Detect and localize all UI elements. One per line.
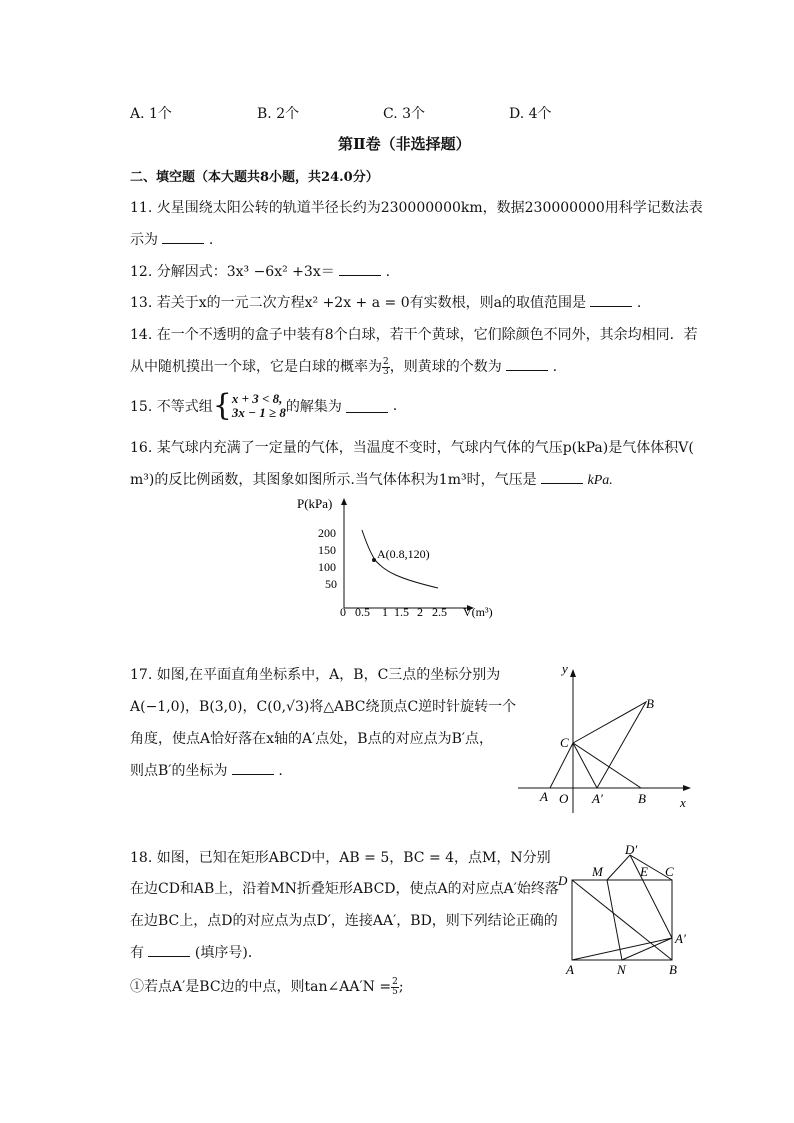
rotation-figure [510, 655, 700, 815]
part-title: 第Ⅱ卷（非选择题） [338, 135, 471, 153]
q18-line2: 在边CD和AB上，沿着MN折叠矩形ABCD，使点A的对应点A′始终落 [130, 881, 559, 897]
y-label: y [562, 661, 568, 676]
inequality-1: x + 3 < 8, [231, 391, 283, 406]
line-n-a2 [622, 938, 672, 960]
q16-line1: 16. 某气球内充满了一定量的气体，当温度不变时，气球内气体的气压p(kPa)是气体体积V( [130, 440, 694, 456]
label-m: M [592, 864, 603, 879]
rectangle-fold-figure [555, 845, 705, 980]
q17-line1: 17. 如图,在平面直角坐标系中，A，B，C三点的坐标分别为 [130, 667, 501, 683]
q15-period: . [392, 398, 398, 414]
q16-line2 [130, 469, 613, 489]
fraction-denominator: 5 [392, 986, 398, 997]
inequality-2: 3x − 1 ≥ 8 [231, 405, 286, 420]
q11-period: . [208, 232, 214, 248]
q16-line2-text: m³)的反比例函数，其图象如图所示.当气体体积为1m³时，气压是 [130, 472, 537, 488]
brace: { [212, 388, 232, 423]
q15-text: 15. 不等式组 [130, 399, 213, 415]
answer-blank [162, 231, 204, 244]
q15 [130, 388, 398, 423]
point-a-label: A(0.8,120) [377, 547, 430, 561]
q14-period: . [552, 359, 558, 375]
label-a: A [540, 789, 548, 804]
q13-text: 13. 若关于x的一元二次方程x² +2x + a = 0有实数根，则a的取值范围是 [130, 295, 586, 311]
q14-line2-mid: ，则黄球的个数为 [389, 359, 502, 375]
option-d: D. 4个 [509, 106, 552, 122]
option-a: A. 1个 [130, 106, 172, 122]
q18-item1 [130, 976, 404, 997]
answer-blank [506, 358, 548, 371]
y-tick-label: 200 [318, 526, 336, 540]
line-a-a2 [572, 938, 672, 960]
q11-line2-text: 示为 [130, 232, 158, 248]
label-a: A [566, 962, 574, 977]
q14-line2 [130, 356, 557, 377]
q12-text: 12. 分解因式：3x³ −6x² +3x＝ [130, 264, 335, 280]
q12-period: . [385, 264, 391, 280]
graph-x-label: V(m³) [463, 605, 493, 619]
label-a-prime: A′ [592, 791, 603, 806]
y-tick-label: 150 [318, 543, 336, 557]
q13 [130, 292, 641, 312]
q18-item1-end: ; [398, 979, 404, 995]
label-n: N [617, 962, 626, 977]
answer-blank [346, 400, 388, 413]
label-b: B [669, 962, 677, 977]
q18-line4-text: 有 [130, 945, 144, 961]
x-tick-label: 1 [382, 605, 388, 619]
option-c: C. 3个 [383, 106, 426, 122]
section-heading: 二、填空题（本大题共8小题，共24.0分） [130, 170, 379, 185]
answer-blank [148, 944, 190, 957]
x-tick-label: 0.5 [355, 605, 370, 619]
fraction-numerator: 2 [383, 356, 389, 367]
q13-period: . [636, 295, 642, 311]
x-tick-label: 2.5 [432, 605, 447, 619]
y-tick-label: 100 [318, 560, 336, 574]
label-d: D [558, 873, 568, 888]
q11-line2 [130, 229, 213, 249]
inequality-system [232, 392, 286, 420]
point-a [372, 558, 376, 562]
y-axis-arrow [341, 498, 347, 505]
x-tick-label: 2 [417, 605, 423, 619]
q18-item1-text: ①若点A′是BC边的中点，则tan∠AA′N = [130, 979, 392, 995]
label-o: O [559, 791, 569, 806]
q17-line4 [130, 760, 283, 780]
q17-period: . [278, 763, 283, 779]
q14-line1: 14. 在一个不透明的盒子中装有8个白球，若干个黄球，它们除颜色不同外，其余均相同．若 [130, 327, 698, 343]
label-b: B [638, 791, 646, 806]
graph-y-label: P(kPa) [297, 496, 333, 511]
x-tick-label: 1.5 [394, 605, 409, 619]
y-tick-label: 50 [325, 577, 337, 591]
fraction [382, 358, 390, 377]
answer-blank [232, 762, 274, 775]
label-d-prime: D′ [625, 845, 638, 857]
answer-blank [339, 263, 381, 276]
label-c: C [560, 735, 569, 750]
q18-line3: 在边BC上，点D的对应点为点D′，连接AA′，BD，则下列结论正确的 [130, 913, 558, 929]
label-b-prime: B [646, 696, 654, 711]
x-axis-arrow [683, 785, 691, 791]
label-c: C [665, 864, 674, 879]
q15-mid: 的解集为 [285, 399, 342, 415]
x-label: x [680, 795, 686, 810]
q16-unit: kPa. [587, 473, 613, 488]
triangle-a2-b2 [573, 702, 646, 788]
answer-blank [541, 471, 583, 484]
fraction [391, 978, 399, 997]
q14-line2-text: 从中随机摸出一个球，它是白球的概率为 [130, 359, 382, 375]
q18-line4-post: (填序号)． [194, 945, 262, 961]
pressure-volume-graph [290, 490, 520, 625]
fraction-denominator: 3 [383, 366, 389, 377]
label-e: E [640, 864, 648, 879]
q18-line4 [130, 942, 262, 962]
y-axis-arrow [570, 669, 576, 677]
diagonal-bd [572, 880, 672, 960]
q12 [130, 261, 390, 281]
q17-line2: A(−1,0)，B(3,0)，C(0,√3)将△ABC绕顶点C逆时针旋转一个 [130, 699, 517, 715]
answer-blank [590, 294, 632, 307]
q17-line4-text: 则点B′的坐标为 [130, 763, 228, 779]
rotated-side [573, 743, 597, 788]
fold-line-mn [607, 880, 622, 960]
x-tick-label: 0 [340, 605, 346, 619]
fraction-numerator: 2 [392, 976, 398, 987]
q17-line3: 角度，使点A恰好落在x轴的A′点处，B点的对应点为B′点， [130, 731, 494, 747]
label-a-prime: A′ [675, 931, 686, 946]
q11-line1: 11. 火星围绕太阳公转的轨道半径长约为230000000km，数据230000000用科学记数法表 [130, 200, 703, 216]
q18-line1: 18. 如图，已知在矩形ABCD中，AB = 5，BC = 4，点M，N分别 [130, 850, 551, 866]
option-b: B. 2个 [257, 106, 300, 122]
